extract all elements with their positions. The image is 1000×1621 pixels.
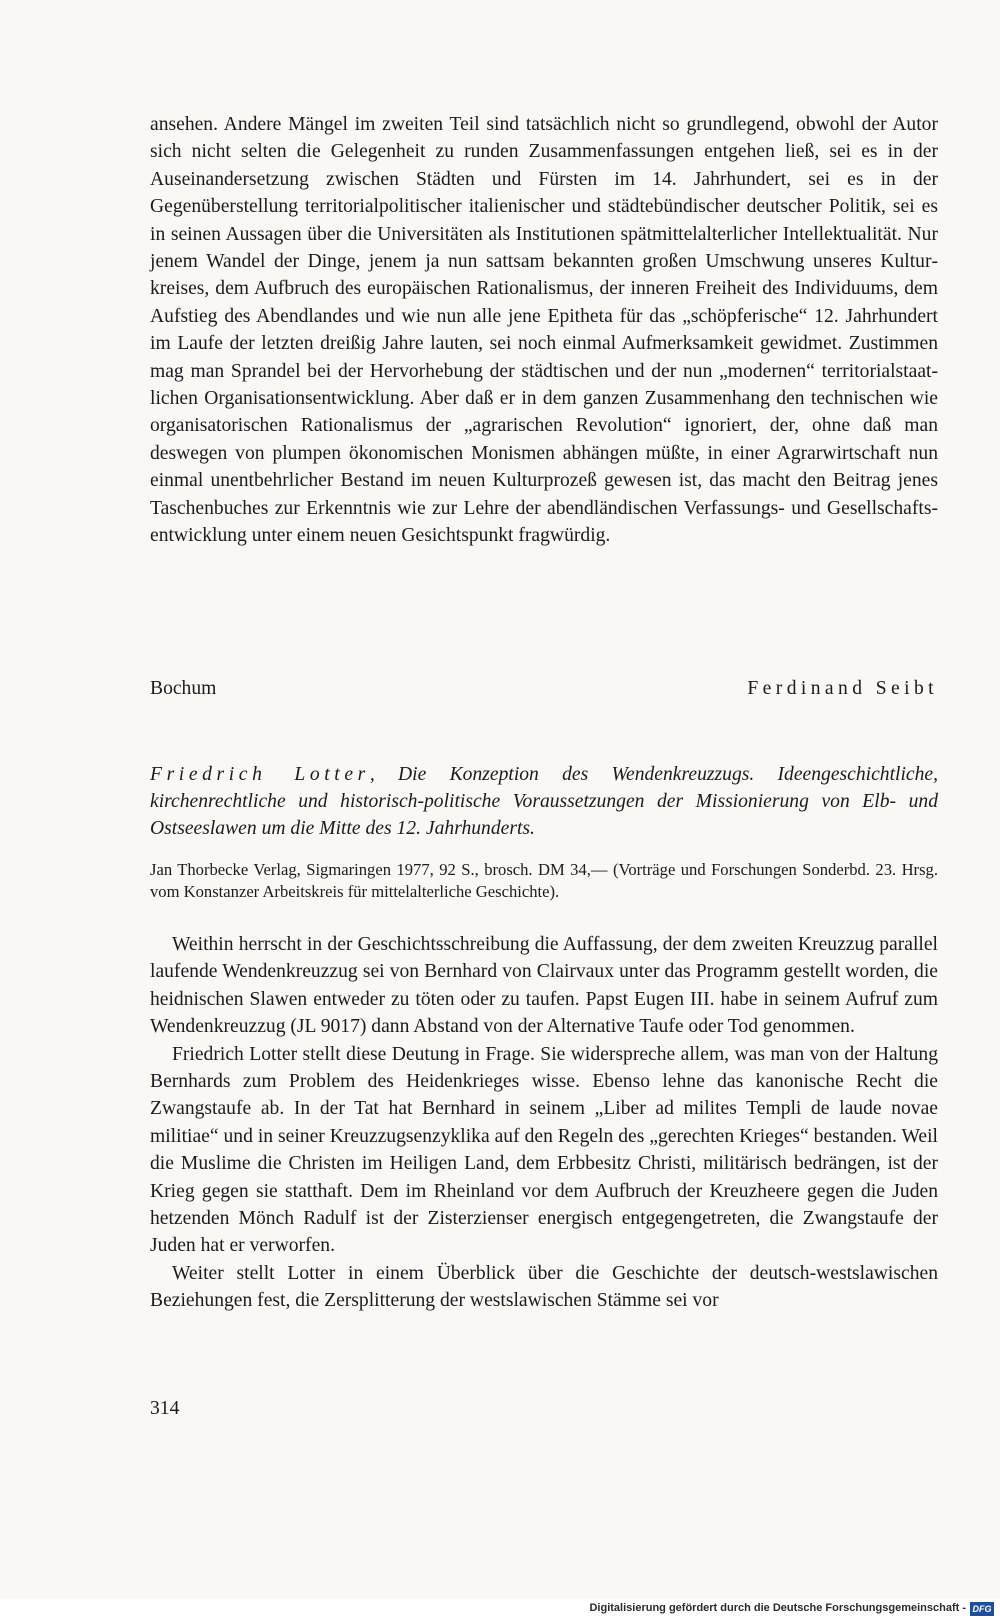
review-signature <box>150 675 938 702</box>
review-text-second <box>150 931 938 1315</box>
dfg-logo-icon: DFG <box>970 1602 994 1616</box>
reviewer-name: Ferdinand Seibt <box>747 678 938 699</box>
review-paragraph: ansehen. Andere Mängel im zweiten Teil sind tatsächlich nicht so grundlegend, obwohl der Autor sich nicht selten die Gelegenheit zu runden Zusammenfassungen entgehen ließ, sei es in der Auseinandersetzung zwischen Städten und Fürsten im 14. Jahrhundert, sei es in der Gegenüberstellung territorialpolitischer italienischer und städtebündischer deutscher Politik, sei es in seinen Aussagen über die Universitäten als Institutionen spätmittelalterlicher Intellektualität. Nur jenem Wandel der Dinge, jenem ja nun sattsam bekannten großen Umschwung unseres Kulturkreises, dem Aufbruch des europäischen Rationalismus, der inneren Freiheit des Individuums, dem Aufstieg des Abendlandes und wie nun alle jene Epitheta für das „schöpferische“ 12. Jahrhundert im Laufe der letzten dreißig Jahre lauten, sei noch einmal Aufmerksamkeit gewidmet. Zustimmen mag man Sprandel bei der Hervorhebung der städtischen und der nun „modernen“ territorialstaatlichen Organisationsentwicklung. Aber daß er in dem ganzen Zusammenhang den technischen wie organisatorischen Rationalismus der „agrarischen Revolution“ ignoriert, der, ohne daß man deswegen von plumpen ökonomischen Monismen abhängen müßte, in einer Agrarwirtschaft nun einmal unentbehrlicher Bestand im neuen Kulturprozeß gewesen ist, das macht den Beitrag jenes Taschenbuches zur Erkenntnis wie zur Lehre der abendländischen Verfassungs- und Gesellschaftsentwicklung unter einem neuen Gesichtspunkt fragwürdig. <box>150 114 938 547</box>
book-heading <box>150 761 938 842</box>
review-text-first <box>150 111 938 550</box>
review-paragraph: Weithin herrscht in der Geschichtsschreibung die Auffassung, der dem zweiten Kreuzzug parallel laufende Wendenkreuzzug sei von Bernhard von Clairvaux unter das Programm gestellt worden, die heidnischen Slawen entweder zu töten oder zu taufen. Papst Eugen III. habe in seinem Aufruf zum Wendenkreuzzug (JL 9017) dann Abstand von der Alternative Taufe oder Tod genommen. <box>150 934 938 1038</box>
book-title: , Die Konzeption des Wendenkreuzzugs. Ideengeschichtliche, kirchenrechtliche und historisch-politische Voraussetzungen der Missionierung von Elb- und Ostseeslawen um die Mitte des 12. Jahrhunderts. <box>150 764 939 839</box>
review-paragraph: Weiter stellt Lotter in einem Überblick über die Geschichte der deutsch-westslawischen Beziehungen fest, die Zersplitterung der westslawischen Stämme sei vor <box>150 1262 938 1312</box>
review-paragraph: Friedrich Lotter stellt diese Deutung in Frage. Sie widerspreche allem, was man von der Haltung Bernhards zum Problem des Heidenkrieges wisse. Ebenso lehne das kanonische Recht die Zwangstaufe ab. In der Tat hat Bernhard in seinem „Liber ad milites Templi de laude novae militiae“ und in seiner Kreuzzugsenzyklika auf den Regeln des „gerechten Krieges“ bestanden. Weil die Muslime die Christen im Heiligen Land, dem Erbbesitz Christi, militärisch bedrängen, ist der Krieg gegen sie statthaft. Dem im Rheinland vor dem Aufbruch der Kreuzheere gegen die Juden hetzenden Mönch Radulf ist der Zisterzienser energisch entgegengetreten, die Zwangstaufe der Juden hat er verworfen. <box>150 1043 938 1257</box>
place-name: Bochum <box>150 678 217 699</box>
footer-text: Digitalisierung gefördert durch die Deutsche Forschungsgemeinschaft - <box>589 1602 966 1614</box>
publication-info: Jan Thorbecke Verlag, Sigmaringen 1977, 92 S., brosch. DM 34,— (Vorträge und Forschungen Sonderbd. 23. Hrsg. vom Konstanzer Arbeitskreis für mittelalterliche Geschichte). <box>150 860 938 901</box>
page-number: 314 <box>150 1398 180 1419</box>
book-author: Friedrich Lotter <box>150 764 370 785</box>
digitization-footer <box>0 1599 1000 1621</box>
